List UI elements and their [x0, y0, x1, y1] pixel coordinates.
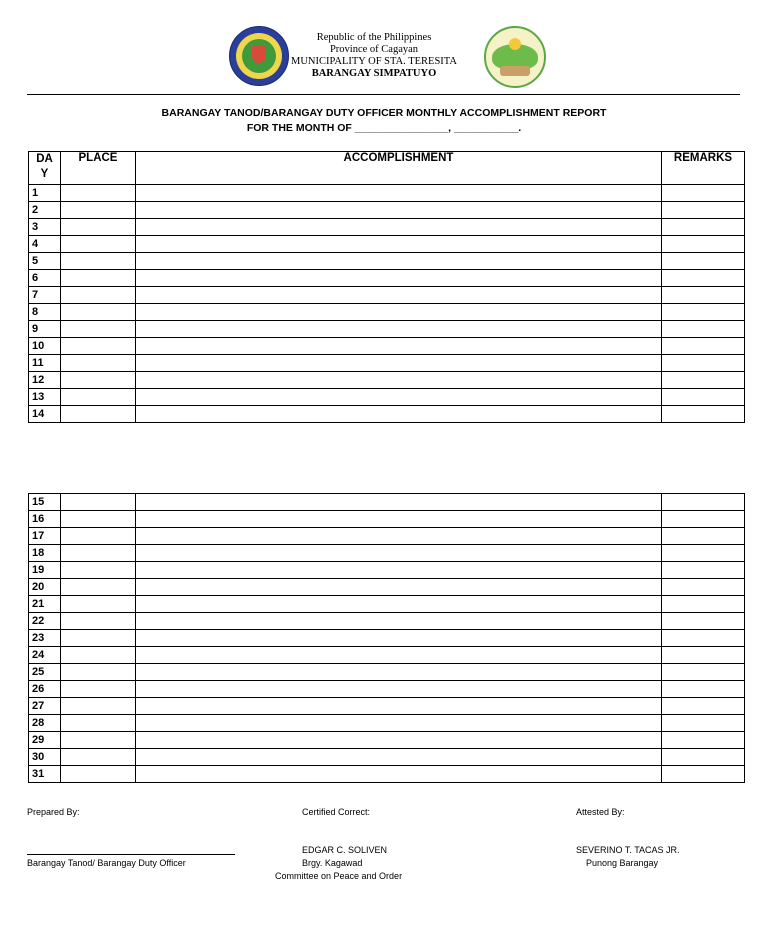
- table-row: [29, 406, 745, 423]
- remarks-cell[interactable]: [662, 270, 745, 287]
- table-row: [29, 202, 745, 219]
- day-cell: 25: [29, 664, 61, 681]
- place-cell[interactable]: [61, 596, 136, 613]
- remarks-cell[interactable]: [662, 202, 745, 219]
- day-cell: 26: [29, 681, 61, 698]
- day-cell: 20: [29, 579, 61, 596]
- remarks-cell[interactable]: [662, 766, 745, 783]
- remarks-cell[interactable]: [662, 579, 745, 596]
- day-cell: 8: [29, 304, 61, 321]
- accomplishment-cell[interactable]: [136, 253, 662, 270]
- day-cell: 23: [29, 630, 61, 647]
- place-cell[interactable]: [61, 681, 136, 698]
- day-cell: 16: [29, 511, 61, 528]
- day-cell: 3: [29, 219, 61, 236]
- table-row: [29, 698, 745, 715]
- day-cell: 13: [29, 389, 61, 406]
- prepared-by-label: Prepared By:: [27, 807, 80, 817]
- day-cell: 18: [29, 545, 61, 562]
- place-column-header: PLACE: [61, 152, 136, 185]
- remarks-cell[interactable]: [662, 253, 745, 270]
- remarks-cell[interactable]: [662, 372, 745, 389]
- remarks-cell[interactable]: [662, 732, 745, 749]
- place-cell[interactable]: [61, 647, 136, 664]
- place-cell[interactable]: [61, 304, 136, 321]
- day-cell: 24: [29, 647, 61, 664]
- attested-name: SEVERINO T. TACAS JR.: [576, 845, 680, 855]
- accomplishment-cell[interactable]: [136, 528, 662, 545]
- table-row: [29, 270, 745, 287]
- day-column-header: DA Y: [29, 152, 61, 185]
- table-row: [29, 185, 745, 202]
- remarks-cell[interactable]: [662, 389, 745, 406]
- accomplishment-cell[interactable]: [136, 732, 662, 749]
- table-row: [29, 749, 745, 766]
- remarks-cell[interactable]: [662, 715, 745, 732]
- table-row: [29, 630, 745, 647]
- accomplishment-cell[interactable]: [136, 202, 662, 219]
- province-line: Province of Cagayan: [329, 44, 419, 55]
- accomplishment-cell[interactable]: [136, 185, 662, 202]
- table-row: [29, 715, 745, 732]
- day-cell: 29: [29, 732, 61, 749]
- place-cell[interactable]: [61, 372, 136, 389]
- table-row: [29, 732, 745, 749]
- day-cell: 30: [29, 749, 61, 766]
- place-cell[interactable]: [61, 494, 136, 511]
- table-row: [29, 494, 745, 511]
- accomplishment-cell[interactable]: [136, 270, 662, 287]
- place-cell[interactable]: [61, 630, 136, 647]
- accomplishment-cell[interactable]: [136, 355, 662, 372]
- remarks-cell[interactable]: [662, 698, 745, 715]
- table-row: [29, 511, 745, 528]
- place-cell[interactable]: [61, 185, 136, 202]
- place-cell[interactable]: [61, 355, 136, 372]
- day-cell: 15: [29, 494, 61, 511]
- day-cell: 4: [29, 236, 61, 253]
- table-row: [29, 562, 745, 579]
- municipality-line: MUNICIPALITY OF STA. TERESITA: [291, 56, 457, 67]
- table-row: [29, 545, 745, 562]
- accomplishment-cell[interactable]: [136, 219, 662, 236]
- certified-name: EDGAR C. SOLIVEN: [302, 845, 388, 855]
- table-row: [29, 596, 745, 613]
- accomplishment-cell[interactable]: [136, 613, 662, 630]
- certified-correct-label: Certified Correct:: [302, 807, 371, 817]
- place-cell[interactable]: [61, 545, 136, 562]
- accomplishment-cell[interactable]: [136, 389, 662, 406]
- remarks-cell[interactable]: [662, 338, 745, 355]
- day-cell: 6: [29, 270, 61, 287]
- day-cell: 21: [29, 596, 61, 613]
- table-row: [29, 355, 745, 372]
- table-row: [29, 321, 745, 338]
- day-cell: 1: [29, 185, 61, 202]
- accomplishment-table-part2: [28, 493, 745, 783]
- place-cell[interactable]: [61, 698, 136, 715]
- certified-title: Brgy. Kagawad: [302, 858, 363, 868]
- place-cell[interactable]: [61, 253, 136, 270]
- place-cell[interactable]: [61, 732, 136, 749]
- place-cell[interactable]: [61, 613, 136, 630]
- accomplishment-column-header: ACCOMPLISHMENT: [136, 152, 662, 185]
- header-divider: [27, 94, 740, 95]
- remarks-cell[interactable]: [662, 562, 745, 579]
- remarks-cell[interactable]: [662, 630, 745, 647]
- accomplishment-cell[interactable]: [136, 681, 662, 698]
- table-row: [29, 236, 745, 253]
- accomplishment-cell[interactable]: [136, 647, 662, 664]
- place-cell[interactable]: [61, 270, 136, 287]
- place-cell[interactable]: [61, 202, 136, 219]
- accomplishment-cell[interactable]: [136, 511, 662, 528]
- prepared-role: Barangay Tanod/ Barangay Duty Officer: [27, 858, 186, 868]
- remarks-cell[interactable]: [662, 613, 745, 630]
- table-row: [29, 372, 745, 389]
- accomplishment-cell[interactable]: [136, 562, 662, 579]
- accomplishment-cell[interactable]: [136, 766, 662, 783]
- remarks-cell[interactable]: [662, 749, 745, 766]
- accomplishment-cell[interactable]: [136, 630, 662, 647]
- accomplishment-cell[interactable]: [136, 715, 662, 732]
- place-cell[interactable]: [61, 664, 136, 681]
- accomplishment-cell[interactable]: [136, 372, 662, 389]
- remarks-cell[interactable]: [662, 664, 745, 681]
- letterhead-text: [290, 32, 458, 80]
- day-cell: 19: [29, 562, 61, 579]
- accomplishment-table-part1: [28, 151, 745, 423]
- place-cell[interactable]: [61, 579, 136, 596]
- remarks-cell[interactable]: [662, 647, 745, 664]
- table-row: [29, 219, 745, 236]
- remarks-cell[interactable]: [662, 185, 745, 202]
- report-month-line: FOR THE MONTH OF ________________, ___________.: [246, 122, 522, 134]
- table-row: [29, 287, 745, 304]
- place-cell[interactable]: [61, 287, 136, 304]
- remarks-cell[interactable]: [662, 219, 745, 236]
- place-cell[interactable]: [61, 715, 136, 732]
- remarks-cell[interactable]: [662, 681, 745, 698]
- remarks-cell[interactable]: [662, 528, 745, 545]
- remarks-cell[interactable]: [662, 355, 745, 372]
- place-cell[interactable]: [61, 562, 136, 579]
- accomplishment-cell[interactable]: [136, 494, 662, 511]
- republic-line: Republic of the Philippines: [316, 32, 432, 43]
- day-cell: 9: [29, 321, 61, 338]
- table-row: [29, 338, 745, 355]
- day-cell: 17: [29, 528, 61, 545]
- place-cell[interactable]: [61, 511, 136, 528]
- barangay-seal-icon: [484, 26, 546, 88]
- place-cell[interactable]: [61, 528, 136, 545]
- day-cell: 7: [29, 287, 61, 304]
- accomplishment-cell[interactable]: [136, 749, 662, 766]
- accomplishment-cell[interactable]: [136, 304, 662, 321]
- table-row: [29, 613, 745, 630]
- accomplishment-cell[interactable]: [136, 287, 662, 304]
- day-cell: 10: [29, 338, 61, 355]
- accomplishment-cell[interactable]: [136, 236, 662, 253]
- table-row: [29, 647, 745, 664]
- day-cell: 27: [29, 698, 61, 715]
- place-cell[interactable]: [61, 338, 136, 355]
- place-cell[interactable]: [61, 236, 136, 253]
- remarks-cell[interactable]: [662, 287, 745, 304]
- place-cell[interactable]: [61, 406, 136, 423]
- accomplishment-cell[interactable]: [136, 545, 662, 562]
- day-cell: 31: [29, 766, 61, 783]
- remarks-cell[interactable]: [662, 494, 745, 511]
- accomplishment-cell[interactable]: [136, 579, 662, 596]
- barangay-line: BARANGAY SIMPATUYO: [311, 68, 437, 79]
- remarks-cell[interactable]: [662, 511, 745, 528]
- day-cell: 2: [29, 202, 61, 219]
- place-cell[interactable]: [61, 321, 136, 338]
- place-cell[interactable]: [61, 766, 136, 783]
- certified-committee: Committee on Peace and Order: [275, 871, 403, 881]
- place-cell[interactable]: [61, 749, 136, 766]
- accomplishment-cell[interactable]: [136, 596, 662, 613]
- accomplishment-cell[interactable]: [136, 321, 662, 338]
- table-row: [29, 389, 745, 406]
- day-cell: 22: [29, 613, 61, 630]
- table-row: [29, 253, 745, 270]
- day-cell: 28: [29, 715, 61, 732]
- remarks-column-header: REMARKS: [662, 152, 745, 185]
- remarks-cell[interactable]: [662, 321, 745, 338]
- report-title: BARANGAY TANOD/BARANGAY DUTY OFFICER MONTHLY ACCOMPLISHMENT REPORT: [161, 107, 607, 119]
- accomplishment-cell[interactable]: [136, 664, 662, 681]
- accomplishment-cell[interactable]: [136, 698, 662, 715]
- remarks-cell[interactable]: [662, 236, 745, 253]
- place-cell[interactable]: [61, 389, 136, 406]
- table-row: [29, 681, 745, 698]
- table-row: [29, 304, 745, 321]
- attested-title: Punong Barangay: [586, 858, 659, 868]
- attested-by-label: Attested By:: [576, 807, 625, 817]
- municipal-seal-icon: [229, 26, 289, 86]
- accomplishment-cell[interactable]: [136, 406, 662, 423]
- table-row: [29, 664, 745, 681]
- table-header-row: [29, 152, 745, 185]
- day-cell: 5: [29, 253, 61, 270]
- day-cell: 11: [29, 355, 61, 372]
- remarks-cell[interactable]: [662, 406, 745, 423]
- day-cell: 12: [29, 372, 61, 389]
- table-row: [29, 579, 745, 596]
- letterhead: [0, 24, 768, 90]
- prepared-signature-line: [27, 854, 235, 855]
- remarks-cell[interactable]: [662, 545, 745, 562]
- day-cell: 14: [29, 406, 61, 423]
- place-cell[interactable]: [61, 219, 136, 236]
- accomplishment-cell[interactable]: [136, 338, 662, 355]
- remarks-cell[interactable]: [662, 304, 745, 321]
- table-row: [29, 766, 745, 783]
- table-row: [29, 528, 745, 545]
- remarks-cell[interactable]: [662, 596, 745, 613]
